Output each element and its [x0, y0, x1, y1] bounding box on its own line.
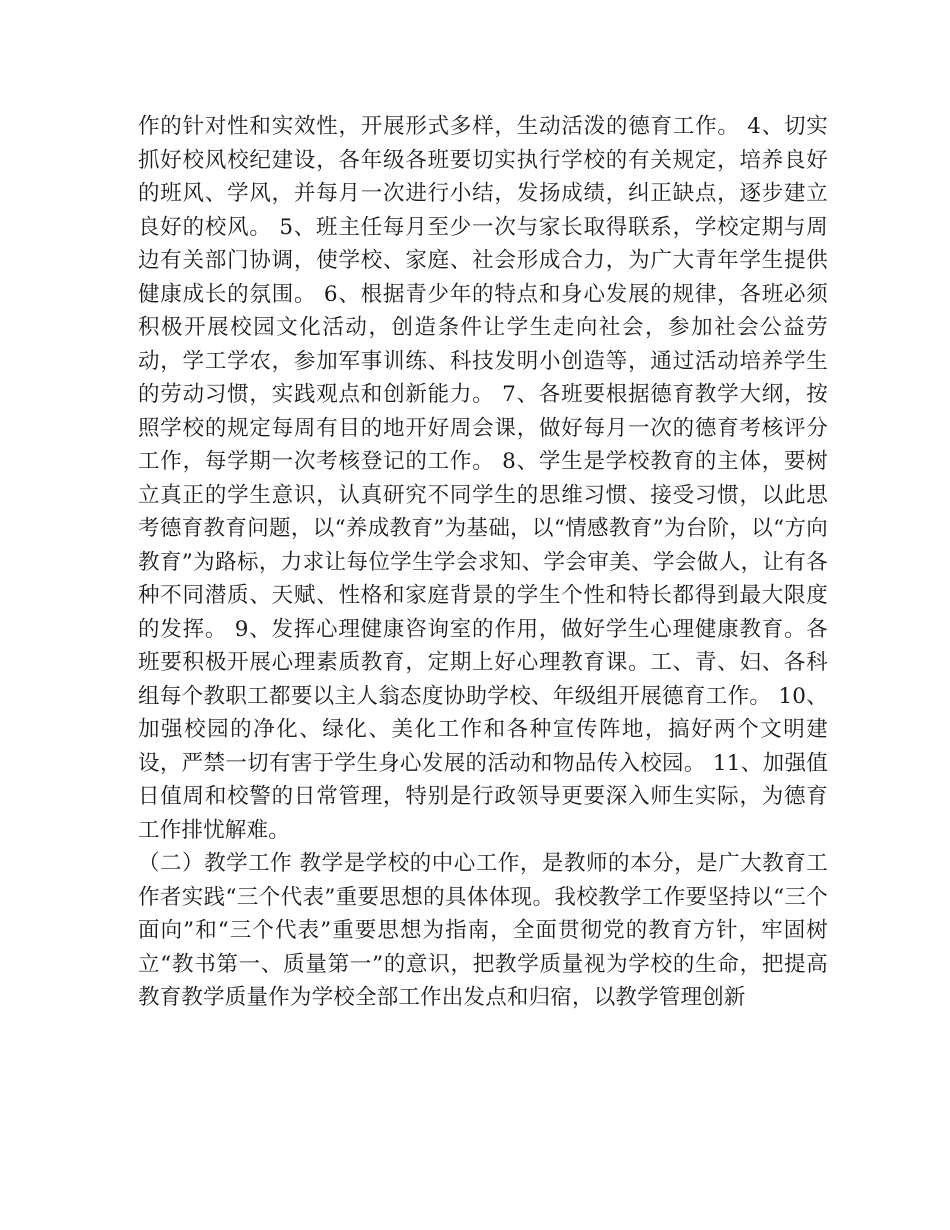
- paragraph-teaching-work: （二）教学工作 教学是学校的中心工作，是教师的本分，是广大教育工作者实践“三个代表”重要思想的具体体现。我校教学工作要坚持以“三个面向”和“三个代表”重要思想为指南，全面贯彻党的教育方针，牢固树立“教书第一、质量第一”的意识，把教学质量视为学校的生命，把提高教育教学质量作为学校全部工作出发点和归宿，以教学管理创新: [138, 851, 828, 1010]
- paragraph-moral-education: 作的针对性和实效性，开展形式多样，生动活泼的德育工作。 4、切实抓好校风校纪建设，各年级各班要切实执行学校的有关规定，培养良好的班风、学风，并每月一次进行小结，发扬成绩，纠正缺点，逐步建立良好的校风。 5、班主任每月至少一次与家长取得联系，学校定期与周边有关部门协调，使学校、家庭、社会形成合力，为广大青年学生提供健康成长的氛围。 6、根据青少年的特点和身心发展的规律，各班必须积极开展校园文化活动，创造条件让学生走向社会，参加社会公益劳动，学工学农，参加军事训练、科技发明小创造等，通过活动培养学生的劳动习惯，实践观点和创新能力。 7、各班要根据德育教学大纲，按照学校的规定每周有目的地开好周会课，做好每月一次的德育考核评分工作，每学期一次考核登记的工作。 8、学生是学校教育的主体，要树立真正的学生意识，认真研究不同学生的思维习惯、接受习惯，以此思考德育教育问题，以“养成教育”为基础，以“情感教育”为台阶，以“方向教育”为路标，力求让每位学生学会求知、学会审美、学会做人，让有各种不同潜质、天赋、性格和家庭背景的学生个性和特长都得到最大限度的发挥。 9、发挥心理健康咨询室的作用，做好学生心理健康教育。各班要积极开展心理素质教育，定期上好心理教育课。工、青、妇、各科组每个教职工都要以主人翁态度协助学校、年级组开展德育工作。 10、加强校园的净化、绿化、美化工作和各种宣传阵地，搞好两个文明建设，严禁一切有害于学生身心发展的活动和物品传入校园。 11、加强值日值周和校警的日常管理，特别是行政领导更要深入师生实际，为德育工作排忧解难。: [138, 114, 828, 843]
- document-body: [138, 110, 828, 1015]
